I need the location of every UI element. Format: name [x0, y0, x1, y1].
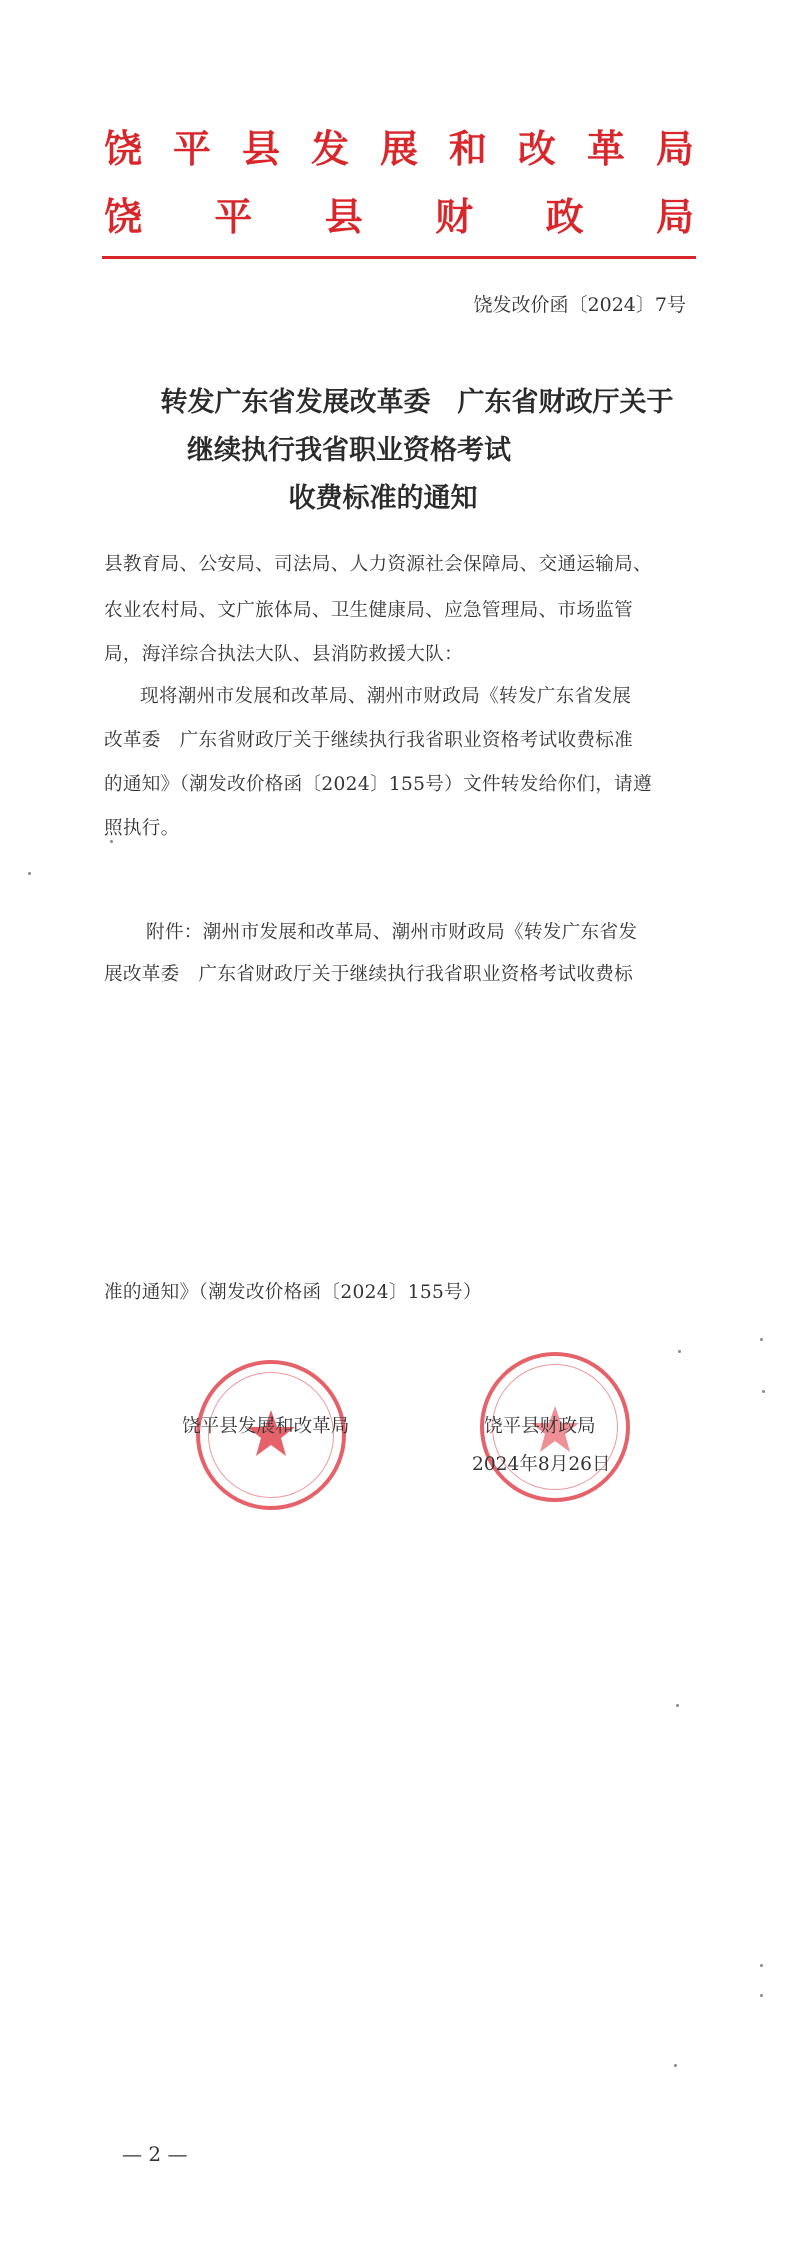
scan-speck — [762, 1390, 765, 1393]
issuer-char: 饶 — [104, 195, 143, 239]
scan-speck — [760, 1338, 763, 1341]
signature-development-bureau: 饶平县发展和改革局 — [182, 1416, 350, 1437]
body-paragraph-line: 改革委 广东省财政厅关于继续执行我省职业资格考试收费标准 — [104, 730, 634, 751]
scan-speck — [760, 1994, 763, 1997]
header-divider — [102, 256, 696, 259]
issuer-char: 县 — [324, 195, 363, 239]
issuer-name-finance-bureau — [104, 195, 694, 239]
body-paragraph-line: 现将潮州市发展和改革局、潮州市财政局《转发广东省发展 — [140, 686, 632, 707]
issuer-char: 平 — [214, 195, 253, 239]
issuer-char: 政 — [545, 195, 584, 239]
scan-speck — [678, 1350, 681, 1353]
attachment-line: 附件：潮州市发展和改革局、潮州市财政局《转发广东省发 — [146, 922, 638, 943]
issuer-char: 局 — [655, 195, 694, 239]
signature-date: 2024年8月26日 — [472, 1454, 611, 1475]
scan-speck — [676, 1704, 679, 1707]
issuer-char: 改 — [517, 127, 556, 171]
scan-speck — [110, 840, 113, 843]
attachment-line: 准的通知》（潮发改价格函〔2024〕155号） — [104, 1282, 482, 1303]
document-number: 饶发改价函〔2024〕7号 — [473, 294, 686, 316]
issuer-char: 财 — [435, 195, 474, 239]
issuer-char: 局 — [655, 127, 694, 171]
addressee-line: 县教育局、公安局、司法局、人力资源社会保障局、交通运输局、 — [104, 554, 652, 575]
issuer-char: 展 — [379, 127, 418, 171]
title-line-3: 收费标准的通知 — [288, 483, 478, 514]
attachment-line: 展改革委 广东省财政厅关于继续执行我省职业资格考试收费标 — [104, 964, 634, 985]
body-paragraph-line: 的通知》（潮发改价格函〔2024〕155号）文件转发给你们，请遵 — [104, 774, 652, 795]
issuer-char: 饶 — [104, 127, 143, 171]
title-line-2: 继续执行我省职业资格考试 — [187, 435, 511, 466]
issuer-name-development-bureau — [104, 127, 694, 171]
issuer-char: 革 — [586, 127, 625, 171]
signature-finance-bureau: 饶平县财政局 — [484, 1416, 596, 1437]
addressee-line: 局，海洋综合执法大队、县消防救援大队： — [104, 644, 463, 665]
scan-speck — [28, 872, 31, 875]
issuer-char: 发 — [310, 127, 349, 171]
issuer-char: 平 — [172, 127, 211, 171]
issuer-char: 县 — [241, 127, 280, 171]
title-line-1: 转发广东省发展改革委 广东省财政厅关于 — [160, 387, 674, 418]
body-paragraph-line: 照执行。 — [104, 818, 180, 839]
issuer-char: 和 — [448, 127, 487, 171]
scan-speck — [674, 2064, 677, 2067]
addressee-line: 农业农村局、文广旅体局、卫生健康局、应急管理局、市场监管 — [104, 600, 634, 621]
scan-speck — [760, 1964, 763, 1967]
page-number: — 2 — — [122, 2142, 188, 2166]
